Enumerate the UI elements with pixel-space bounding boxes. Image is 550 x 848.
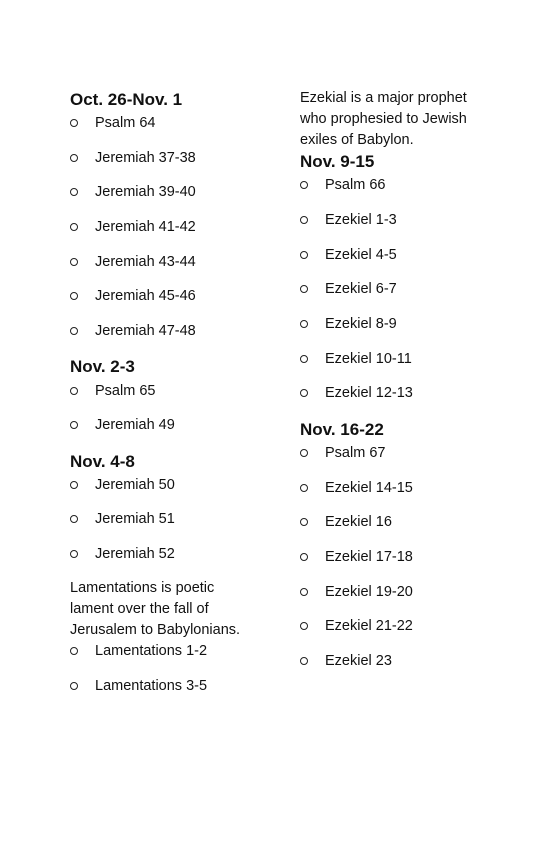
circle-bullet-icon [300, 449, 308, 457]
section-heading-nov16-22: Nov. 16-22 [300, 420, 384, 439]
section-heading-nov4-8: Nov. 4-8 [70, 452, 135, 471]
circle-bullet-icon [70, 327, 78, 335]
circle-bullet-icon [70, 223, 78, 231]
circle-bullet-icon [70, 481, 78, 489]
circle-bullet-icon [300, 216, 308, 224]
circle-bullet-icon [70, 647, 78, 655]
section-heading-oct26-nov1: Oct. 26-Nov. 1 [70, 90, 183, 109]
circle-bullet-icon [300, 320, 308, 328]
circle-bullet-icon [70, 515, 78, 523]
circle-bullet-icon [70, 292, 78, 300]
section-heading-nov9-15: Nov. 9-15 [300, 152, 375, 171]
circle-bullet-icon [300, 518, 308, 526]
circle-bullet-icon [70, 387, 78, 395]
circle-bullet-icon [70, 119, 78, 127]
circle-bullet-icon [70, 258, 78, 266]
ezekiel-description: Ezekial is a major prophet who prophesied to Jewish exiles of Babylon. [300, 90, 467, 148]
circle-bullet-icon [70, 682, 78, 690]
circle-bullet-icon [300, 181, 308, 189]
circle-bullet-icon [300, 389, 308, 397]
circle-bullet-icon [300, 355, 308, 363]
circle-bullet-icon [300, 622, 308, 630]
circle-bullet-icon [70, 154, 78, 162]
circle-bullet-icon [300, 588, 308, 596]
circle-bullet-icon [300, 657, 308, 665]
circle-bullet-icon [70, 550, 78, 558]
section-heading-nov2-3: Nov. 2-3 [70, 357, 135, 376]
circle-bullet-icon [300, 251, 308, 259]
circle-bullet-icon [70, 421, 78, 429]
circle-bullet-icon [70, 188, 78, 196]
lamentations-description: Lamentations is poetic lament over the fall of Jerusalem to Babylonians. [70, 580, 241, 638]
circle-bullet-icon [300, 484, 308, 492]
circle-bullet-icon [300, 553, 308, 561]
circle-bullet-icon [300, 285, 308, 293]
